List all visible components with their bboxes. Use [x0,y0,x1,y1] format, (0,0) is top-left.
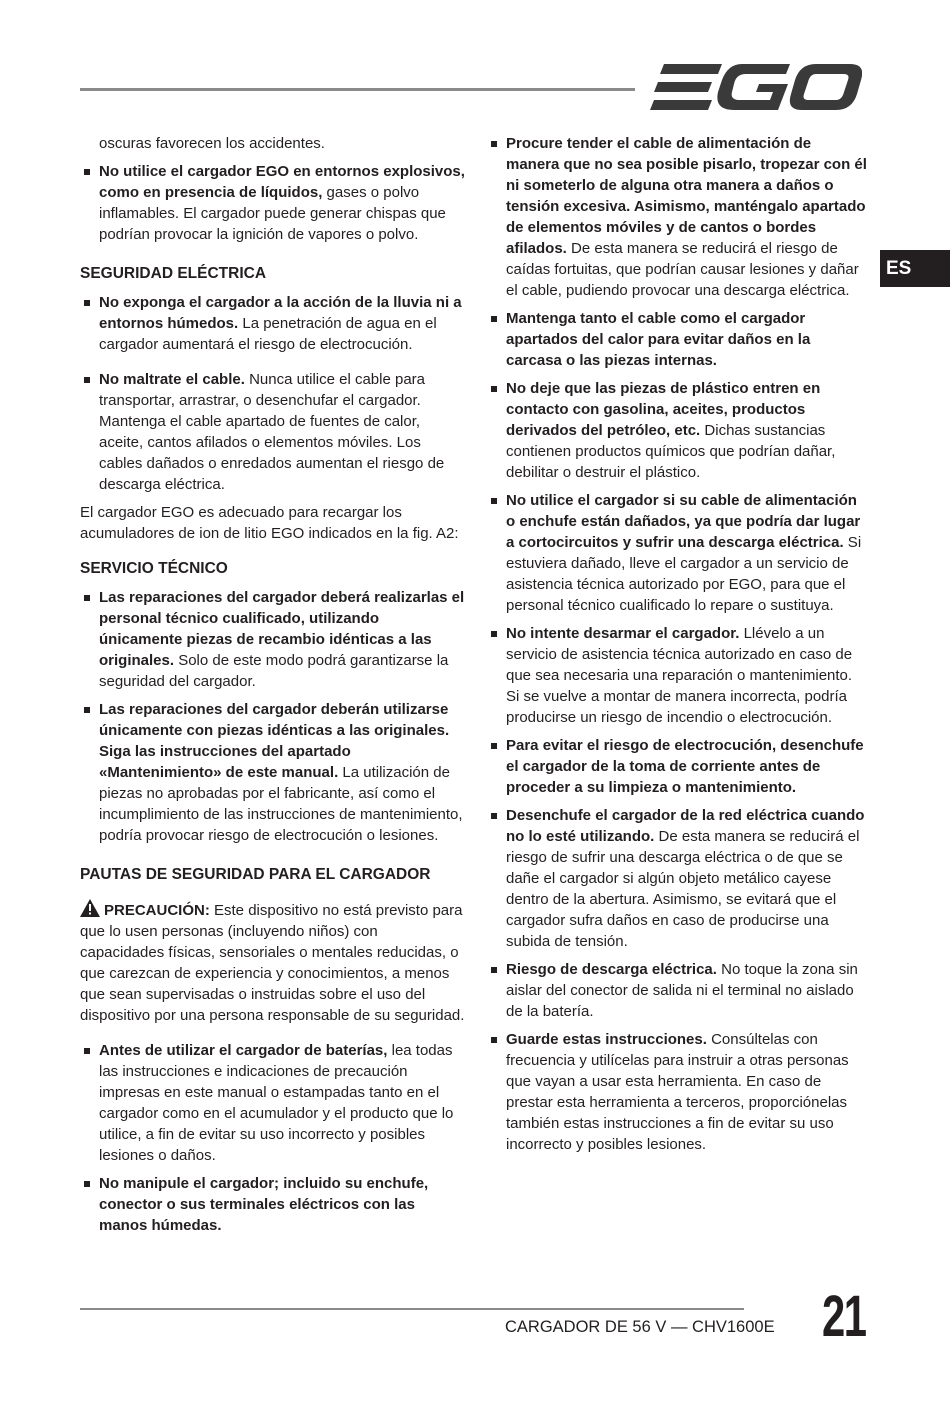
paragraph-continuation: oscuras favorecen los accidentes. [99,135,325,152]
item-lead: No utilice el cargador si su cable de alimentación o enchufe están dañados, ya que podría dar lugar a cortocircuitos y sufrir una descarga eléctrica. [506,492,861,551]
section-heading-pautas: PAUTAS DE SEGURIDAD PARA EL CARGADOR [80,866,431,883]
item-lead: No exponga el cargador a la acción de la lluvia ni a entornos húmedos. [99,294,462,332]
list-item [80,161,465,245]
item-text: La utilización de piezas no aprobadas por el fabricante, así como el incumplimiento de las instrucciones de mantenimiento, podría provocar riesgo de electrocución o lesiones. [99,764,463,844]
item-lead: Las reparaciones del cargador deberán utilizarse únicamente con piezas idénticas a las originales. Siga las instrucciones del apartado «Mantenimiento» de este manual. [99,701,450,781]
list-item [487,308,867,371]
item-lead: No maltrate el cable. [99,371,245,388]
item-text: Consúltelas con frecuencia y utilícelas para instruir a otras personas que vayan a usar esta herramienta. En caso de prestar esta herramienta a terceros, proporciónelas también estas instrucciones a fin de evitar su uso incorrecto y posibles lesiones. [506,1031,849,1153]
footer-rule [80,1308,744,1310]
list-item [80,369,465,495]
caution-text: Este dispositivo no está previsto para que lo usen personas (incluyendo niños) con capacidades físicas, sensoriales o mentales reducidas, o que carezcan de experiencia y conocimientos, a menos que sean supervisadas o instruidas sobre el uso del dispositivo por una persona responsable de su seguridad. [80,902,465,1024]
section-heading-electrica: SEGURIDAD ELÉCTRICA [80,265,267,282]
list-item [80,1173,465,1236]
item-lead: Guarde estas instrucciones. [506,1031,707,1048]
item-text: Llévelo a un servicio de asistencia técnica autorizado en caso de que sea necesaria una reparación o mantenimiento. Si se vuelve a montar de manera incorrecta, podría producirse un riesgo de incendio o electrocución. [506,625,853,726]
item-lead: No intente desarmar el cargador. [506,625,740,642]
list-item [487,490,867,616]
item-text: De esta manera se reducirá el riesgo de caídas fortuitas, que podrían causar lesiones y dañar el cable, pudiendo provocar una descarga eléctrica. [506,240,859,299]
item-text: Si estuviera dañado, lleve el cargador a un servicio de asistencia técnica autorizado por EGO, para que el personal técnico cualificado lo repare o sustituya. [506,534,862,614]
list-item [487,805,867,952]
list-item [487,735,867,798]
item-text: La penetración de agua en el cargador aumentará el riesgo de electrocución. [99,315,437,353]
item-text: Dichas sustancias contienen productos químicos que podrían dañar, debilitar o destruir el plástico. [506,422,836,481]
item-lead: Las reparaciones del cargador deberá realizarlas el personal técnico cualificado, utilizando únicamente piezas de recambio idénticas a las originales. [99,589,465,669]
item-lead: No utilice el cargador EGO en entornos explosivos, como en presencia de líquidos, [99,163,465,201]
list-item [487,378,867,483]
list-item [487,1029,867,1155]
list-item [80,292,465,355]
item-text: lea todas las instrucciones e indicaciones de precaución impresas en este manual o estampadas tanto en el cargador como en el acumulador y el producto que lo utilice, a fin de evitar su uso incorrecto y posibles lesiones o daños. [99,1042,454,1164]
page-number: 21 [822,1284,866,1349]
list-item [80,587,465,692]
item-lead: No manipule el cargador; incluido su enchufe, conector o sus terminales eléctricos con las manos húmedas. [99,1175,429,1234]
item-lead: Mantenga tanto el cable como el cargador apartados del calor para evitar daños en la carcasa o las piezas internas. [506,310,811,369]
warning-triangle-icon [80,899,100,917]
item-text: Nunca utilice el cable para transportar, arrastrar, o desenchufar el cargador. Mantenga el cable apartado de fuentes de calor, aceite, cantos afilados o elementos móviles. Los cables dañados o enredados aumentan el riesgo de descarga eléctrica. [99,371,445,493]
item-text: No toque la zona sin aislar del conector de salida ni el terminal no aislado de la batería. [506,961,858,1020]
section-heading-servicio: SERVICIO TÉCNICO [80,560,228,577]
item-lead: Antes de utilizar el cargador de baterías, [99,1042,388,1059]
item-lead: Desenchufe el cargador de la red eléctrica cuando no lo esté utilizando. [506,807,865,845]
item-text: Solo de este modo podrá garantizarse la seguridad del cargador. [99,652,449,690]
footer-title: CARGADOR DE 56 V — CHV1600E [505,1318,775,1336]
paragraph-adecuado: El cargador EGO es adecuado para recargar los acumuladores de ion de litio EGO indicados en la fig. A2: [80,504,459,542]
list-item [487,623,867,728]
right-column [487,133,867,1162]
item-lead: Para evitar el riesgo de electrocución, desenchufe el cargador de la toma de corriente antes de proceder a su limpieza o mantenimiento. [506,737,864,796]
list-item [487,959,867,1022]
item-lead: Riesgo de descarga eléctrica. [506,961,717,978]
header-rule [80,88,635,91]
list-item [487,133,867,301]
list-item [80,1040,465,1166]
caution-label: PRECAUCIÓN: [104,902,210,919]
item-lead: No deje que las piezas de plástico entren en contacto con gasolina, aceites, productos derivados del petróleo, etc. [506,380,821,439]
item-text: gases o polvo inflamables. El cargador puede generar chispas que podrían provocar la ignición de vapores o polvo. [99,184,446,243]
list-item [80,699,465,846]
item-lead: Procure tender el cable de alimentación de manera que no sea posible pisarlo, tropezar con él ni someterlo de alguna otra manera a daños o tensión excesiva. Asimismo, manténgalo apartado de elementos móviles y de cantos o bordes afilados. [506,135,867,257]
language-tab: ES [880,250,950,287]
item-text: De esta manera se reducirá el riesgo de sufrir una descarga eléctrica o de que se dañe el cargador si algún objeto metálico cayese dentro de la abertura. Asimismo, se evitará que el cargador sufra daños en caso de producirse una subida de tensión. [506,828,860,950]
ego-logo [650,64,862,110]
left-column [80,133,465,1243]
caution-paragraph [80,899,465,1026]
